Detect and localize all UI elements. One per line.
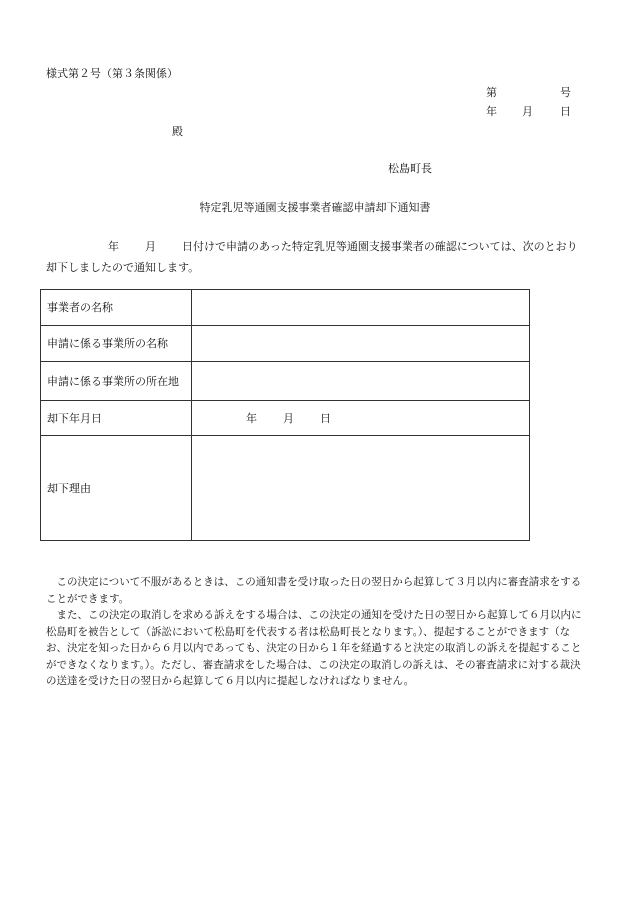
row-label-office-name: 申請に係る事業所の名称 <box>41 326 192 362</box>
reject-date-day: 日 <box>320 412 331 425</box>
table-row <box>41 290 530 326</box>
date-day: 日 <box>560 105 571 118</box>
row-label-business-name: 事業者の名称 <box>41 290 192 326</box>
date-year: 年 <box>486 105 497 118</box>
table-row <box>41 362 530 401</box>
reject-date-year: 年 <box>246 412 257 425</box>
reject-date-month: 月 <box>283 412 294 425</box>
intro-text: 日付けで申請のあった特定乳児等通園支援事業者の確認については、次のとおり却下しましたので通知します。 <box>46 240 578 274</box>
row-value-office-address[interactable] <box>192 362 530 401</box>
row-label-reject-reason: 却下理由 <box>41 436 192 541</box>
document-title: 特定乳児等通園支援事業者確認申請却下通知書 <box>199 201 431 214</box>
row-label-reject-date: 却下年月日 <box>41 401 192 436</box>
doc-number-suffix: 号 <box>560 86 571 99</box>
row-value-business-name[interactable] <box>192 290 530 326</box>
table-row <box>41 436 530 541</box>
notes-section <box>46 574 586 690</box>
doc-number-prefix: 第 <box>486 86 497 99</box>
info-table <box>40 289 530 541</box>
date-month: 月 <box>522 105 533 118</box>
sender: 松島町長 <box>388 162 432 175</box>
row-label-office-address: 申請に係る事業所の所在地 <box>41 362 192 401</box>
table-row <box>41 326 530 362</box>
addressee-suffix: 殿 <box>172 125 183 138</box>
row-value-reject-date <box>192 401 530 436</box>
note-appeal: この決定について不服があるときは、この通知書を受け取った日の翌日から起算して３月以内に審査請求をすることができます。 <box>46 576 582 605</box>
intro-paragraph <box>46 236 586 278</box>
row-value-reject-reason[interactable] <box>192 436 530 541</box>
intro-month: 月 <box>145 240 156 253</box>
note-lawsuit: また、この決定の取消しを求める訴えをする場合は、この決定の通知を受けた日の翌日から起算して６月以内に松島町を被告として（訴訟において松島町を代表する者は松島町長となります。）、提起することができます（なお、決定を知った日から６月以内であっても、決定の日から１年を経過すると決定の取消しの訴えを提起することができなくなります。）。ただし、審査請求をした場合は、この決定の取消しの訴えは、その審査請求に対する裁決の送達を受けた日の翌日から起算して６月以内に提起しなければなりません。 <box>46 609 582 687</box>
intro-year: 年 <box>108 240 119 253</box>
row-value-office-name[interactable] <box>192 326 530 362</box>
form-number: 様式第２号（第３条関係） <box>46 67 178 80</box>
table-row <box>41 401 530 436</box>
